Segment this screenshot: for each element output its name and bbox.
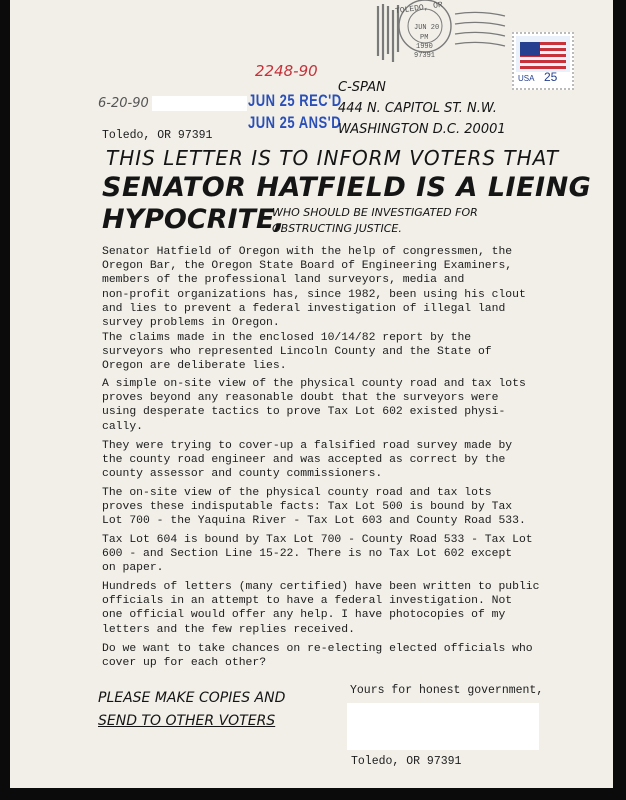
postage-stamp: [512, 32, 574, 90]
recipient-line-1: C-SPAN: [338, 80, 386, 95]
footer-note-line-2: SEND TO OTHER VOTERS: [98, 713, 276, 729]
body-paragraph-1: Senator Hatfield of Oregon with the help of congressmen, the Oregon Bar, the Oregon State Board of Engineering Examiners, members of the professional land surveyors, media and non-profit organizations has, since 1982, been using his clout and lies to prevent a federal investigation of illegal land survey problems in Oregon.: [102, 246, 526, 330]
redacted-sender-name: [152, 96, 247, 111]
signature-city: Toledo, OR 97391: [351, 755, 462, 768]
body-paragraph-2: The claims made in the enclosed 10/14/82 report by the surveyors who represented Lincoln County and the State of Oregon are deliberate lies.: [102, 332, 492, 373]
body-paragraph-4: They were trying to cover-up a falsified road survey made by the county road engineer and was accepted as correct by the county assessor and county commissioners.: [102, 440, 513, 481]
body-paragraph-6: Tax Lot 604 is bound by Tax Lot 700 - County Road 533 - Tax Lot 600 - and Section Line 15-22. There is no Tax Lot 602 except on paper.: [102, 534, 533, 575]
answered-stamp: JUN 25 ANS'D: [248, 113, 342, 132]
received-stamp: JUN 25 REC'D: [248, 91, 342, 110]
body-paragraph-3: A simple on-site view of the physical county road and tax lots proves beyond any reasonable doubt that the surveyors were using desperate tactics to prove Tax Lot 602 existed physi- cally.: [102, 378, 526, 433]
closing-line: Yours for honest government,: [350, 684, 544, 697]
sender-city: Toledo, OR 97391: [102, 129, 213, 142]
letter-page: [10, 0, 613, 788]
american-flag-icon: [516, 36, 570, 72]
headline-aside-1: WHO SHOULD BE INVESTIGATED FOR: [272, 206, 478, 219]
postmark-time: PM: [420, 34, 429, 42]
postmark-zip: 97391: [414, 52, 436, 60]
recipient-line-2: 444 N. CAPITOL ST. N.W.: [338, 101, 497, 116]
headline-line-2: SENATOR HATFIELD IS A LIEING: [102, 172, 592, 203]
postmark-icon: [370, 0, 520, 72]
footer-note-line-1: PLEASE MAKE COPIES AND: [98, 690, 286, 706]
postmark-year: 1990: [416, 43, 433, 51]
reference-number: 2248-90: [255, 62, 318, 80]
body-paragraph-8: Do we want to take chances on re-electing elected officials who cover up for each other?: [102, 643, 533, 670]
headline-aside-2: OBSTRUCTING JUSTICE.: [272, 222, 402, 235]
postmark-date: JUN 20: [414, 24, 440, 32]
stamp-value: 25: [544, 70, 558, 84]
headline-line-3: HYPOCRITE,: [102, 204, 285, 235]
handwritten-date: 6-20-90: [98, 96, 149, 111]
stamp-usa-label: USA: [518, 74, 535, 83]
body-paragraph-7: Hundreds of letters (many certified) have been written to public officials in an attempt to have a federal investigation. Not one official would offer any help. I have photocopies of my letters and the few replies received.: [102, 581, 540, 636]
headline-line-1: THIS LETTER IS TO INFORM VOTERS THAT: [106, 146, 560, 170]
body-paragraph-5: The on-site view of the physical county road and tax lots proves these indisputable facts: Tax Lot 500 is bound by Tax Lot 700 - the Yaquina River - Tax Lot 603 and County Road 533.: [102, 487, 526, 528]
recipient-line-3: WASHINGTON D.C. 20001: [338, 122, 506, 137]
postmark-city: TOLEDO, OR: [394, 0, 444, 17]
redacted-signature: [347, 703, 539, 750]
